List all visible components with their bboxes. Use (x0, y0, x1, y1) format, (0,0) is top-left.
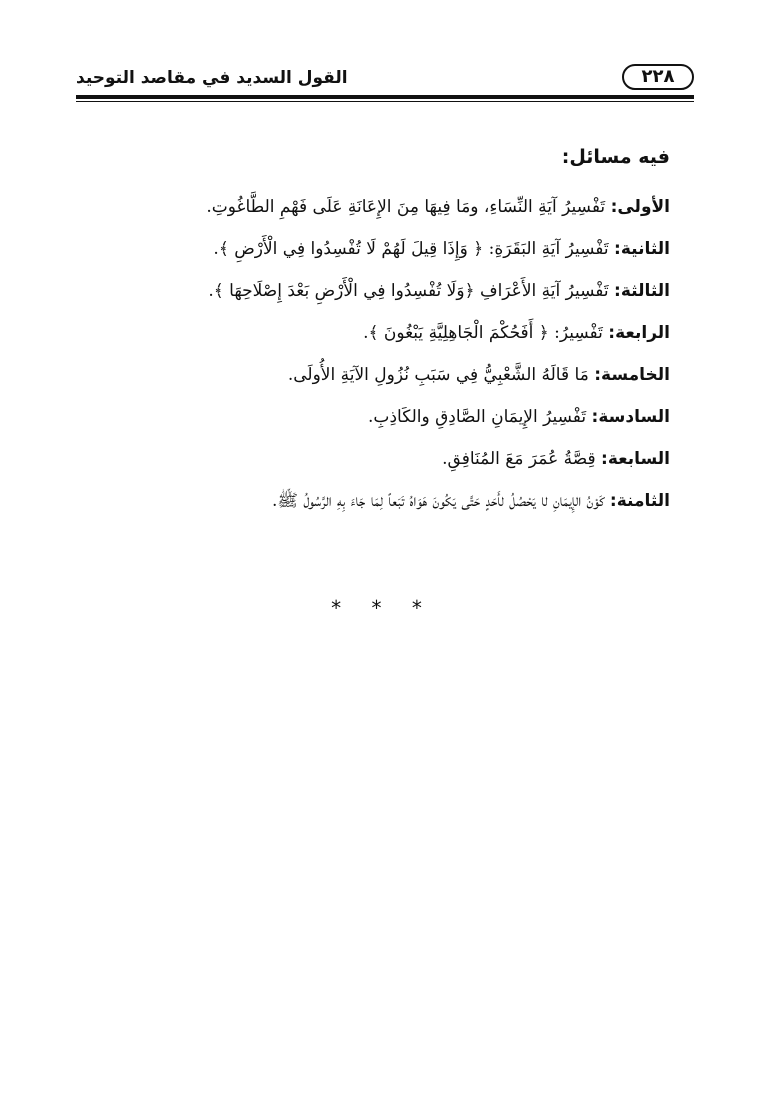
issue-6 (90, 396, 670, 438)
main-text (90, 142, 670, 522)
issue-text: تَفْسِيرُ: ﴿ أَفَحُكْمَ الْجَاهِلِيَّةِ يَبْغُونَ ﴾. (363, 323, 603, 343)
issue-5 (90, 354, 670, 396)
issue-text: تَفْسِيرُ آيَةِ البَقَرَةِ: ﴿ وَإِذَا قِيلَ لَهُمْ لَا تُفْسِدُوا فِي الْأَرْضِ ﴾. (213, 239, 609, 259)
issue-label: السابعة: (601, 449, 670, 469)
issue-text: تَفْسِيرُ آيَةِ النِّسَاءِ، ومَا فِيهَا مِنَ الإِعَانَةِ عَلَى فَهْمِ الطَّاغُوتِ. (206, 197, 606, 217)
header-rule-thin (76, 101, 694, 102)
issue-text: مَا قَالَهُ الشَّعْبِيُّ فِي سَبَبِ نُزُولِ الآيَةِ الأُولَى. (287, 365, 589, 385)
issue-label: الثامنة: (609, 491, 670, 511)
issue-8 (90, 480, 670, 522)
issue-label: السادسة: (591, 407, 670, 427)
running-title: القول السديد في مقاصد التوحيد (76, 68, 348, 88)
section-heading: فيه مسائل: (561, 146, 670, 168)
issue-text: كَوْنُ الإِيمَانِ لا يَحْصُلُ لأَحَدٍ حَتَّى يَكُونَ هَوَاهُ تَبَعاً لِمَا جَاءَ بِهِ الرَّسُولُ ﷺ. (271, 491, 605, 511)
issue-text: تَفْسِيرُ الإِيمَانِ الصَّادِقِ والكَاذِبِ. (368, 407, 587, 427)
section-divider: * * * (331, 596, 434, 620)
issue-label: الأولى: (610, 197, 670, 217)
issue-label: الرابعة: (608, 323, 670, 343)
page-number: ٢٢٨ (622, 64, 694, 90)
header-rule-thick (76, 95, 694, 99)
issue-1 (90, 186, 670, 228)
issue-label: الثالثة: (614, 281, 670, 301)
issue-7 (90, 438, 670, 480)
running-header (76, 66, 694, 90)
issue-4 (90, 312, 670, 354)
issue-label: الخامسة: (594, 365, 670, 385)
issue-2 (90, 228, 670, 270)
issue-text: قِصَّةُ عُمَرَ مَعَ المُنَافِقِ. (442, 449, 596, 469)
issue-3 (90, 270, 670, 312)
issue-label: الثانية: (614, 239, 670, 259)
issue-text: تَفْسِيرُ آيَةِ الأَعْرَافِ ﴿وَلَا تُفْسِدُوا فِي الْأَرْضِ بَعْدَ إِصْلَاحِهَا ﴾. (208, 281, 609, 301)
